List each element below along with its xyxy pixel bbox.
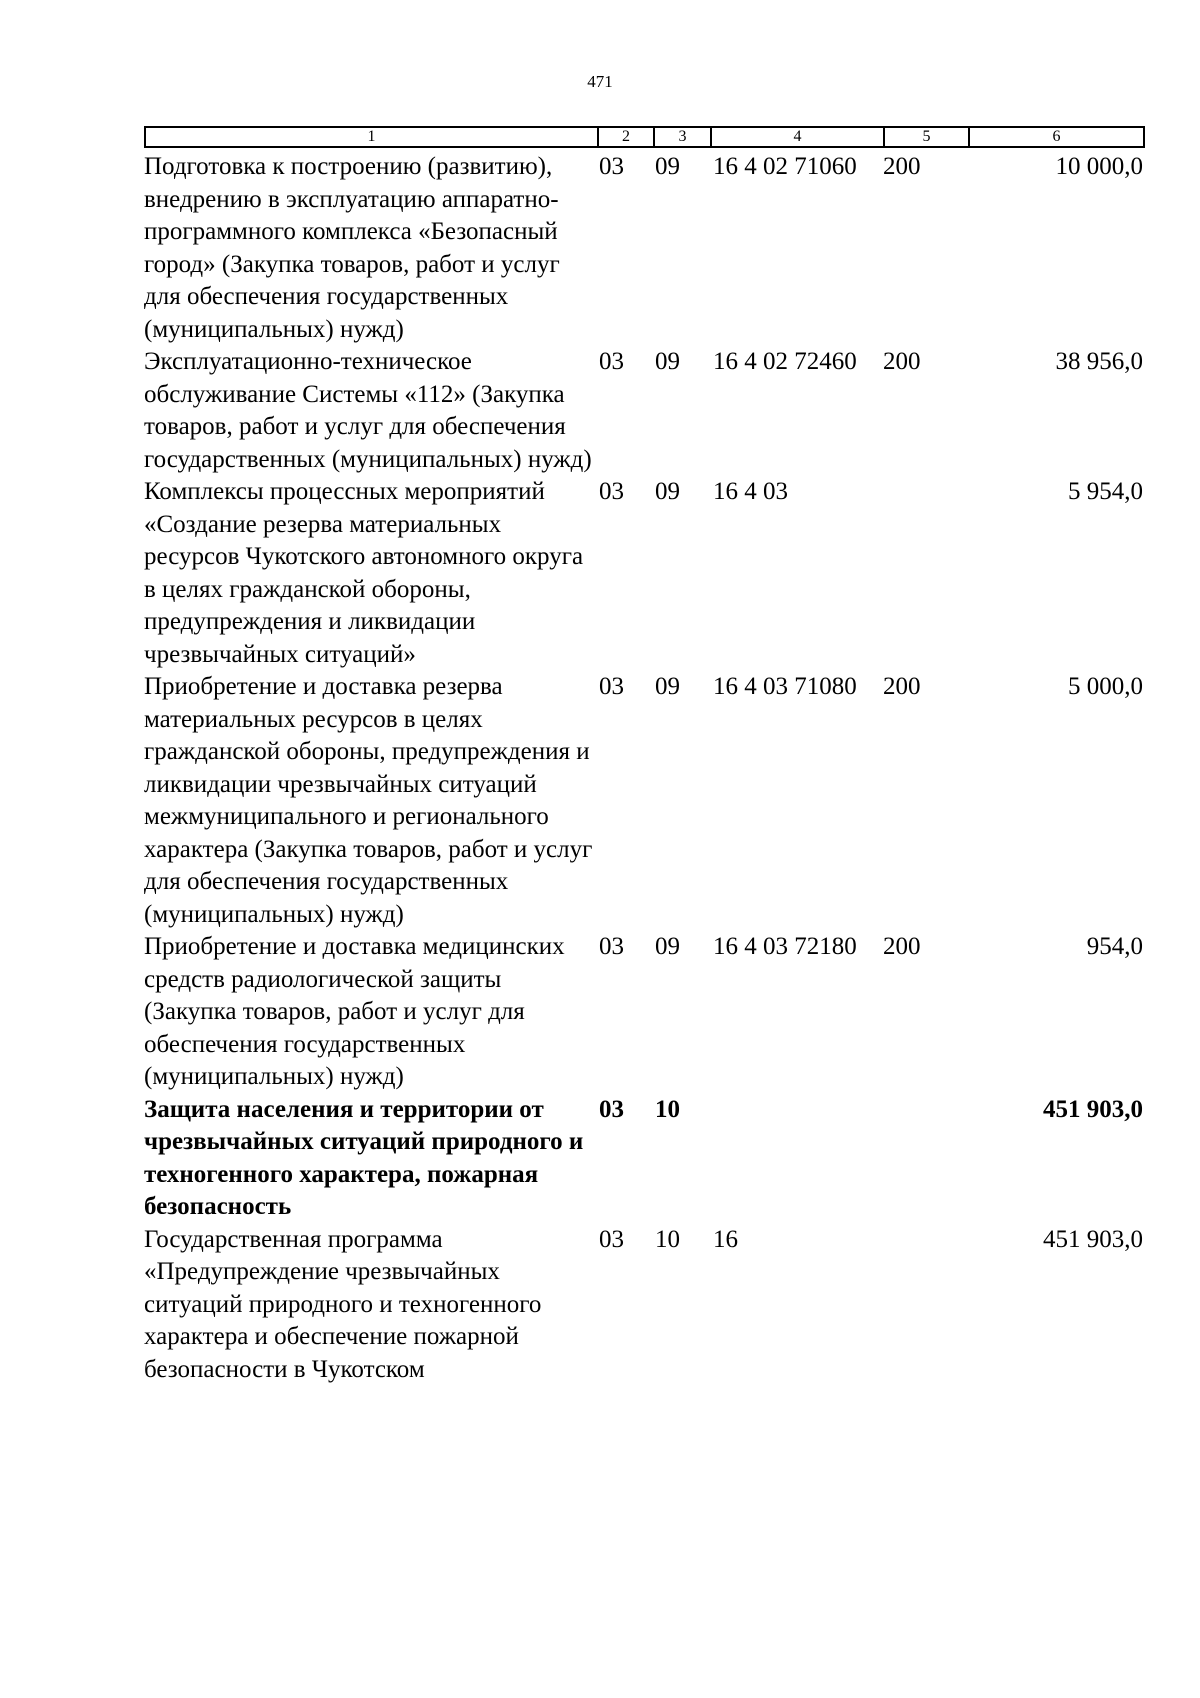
row-target-article xyxy=(710,1094,883,1224)
row-expense-type: 200 xyxy=(883,153,921,180)
table-row xyxy=(144,931,1143,1094)
row-amount: 451 903,0 xyxy=(1043,1225,1143,1253)
row-target-article: 16 xyxy=(713,1225,738,1253)
page-number: 471 xyxy=(587,72,613,91)
row-name: Эксплуатационно-техническое обслуживание Системы «112» (Закупка товаров, работ и услуг для обеспечения государственных (муниципальных) нужд) xyxy=(144,348,592,473)
row-subsection-code: 09 xyxy=(655,478,680,505)
row-section-code: 03 xyxy=(599,933,624,960)
row-name: Государственная программа «Предупреждение чрезвычайных ситуаций природного и техногенного характера и обеспечение пожарной безопасности в Чукотском xyxy=(144,1225,542,1383)
column-number-4: 4 xyxy=(711,127,884,147)
column-number-3: 3 xyxy=(654,127,711,147)
row-amount: 38 956,0 xyxy=(1055,348,1143,375)
row-section-code: 03 xyxy=(599,673,624,700)
column-number-6: 6 xyxy=(969,127,1144,147)
row-target-article: 16 4 02 72460 xyxy=(713,348,857,375)
row-expense-type xyxy=(883,476,968,671)
row-amount: 954,0 xyxy=(1086,933,1143,960)
column-number-1: 1 xyxy=(145,127,598,147)
row-target-article: 16 4 03 71080 xyxy=(713,673,857,700)
row-target-article: 16 4 03 72180 xyxy=(713,933,857,960)
row-section-code: 03 xyxy=(599,348,624,375)
row-name: Приобретение и доставка резерва материальных ресурсов в целях гражданской обороны, предупреждения и ликвидации чрезвычайных ситуаций межмуниципального и регионального характера (Закупка товаров, работ и услуг для обеспечения государственных (муниципальных) нужд) xyxy=(144,673,593,928)
table-row xyxy=(144,476,1143,671)
column-number-2: 2 xyxy=(598,127,654,147)
row-target-article: 16 4 02 71060 xyxy=(713,153,857,180)
row-name: Приобретение и доставка медицинских средств радиологической защиты (Закупка товаров, работ и услуг для обеспечения государственных (муниципальных) нужд) xyxy=(144,933,565,1090)
table-row xyxy=(144,671,1143,931)
row-name: Защита населения и территории от чрезвычайных ситуаций природного и техногенного характера, пожарная безопасность xyxy=(144,1095,584,1220)
table-row xyxy=(144,151,1143,346)
row-subsection-code: 10 xyxy=(655,1225,680,1253)
row-subsection-code: 09 xyxy=(655,933,680,960)
row-name: Подготовка к построению (развитию), внедрению в эксплуатацию аппаратно-программного комплекса «Безопасный город» (Закупка товаров, работ и услуг для обеспечения государственных (муниципальных) нужд) xyxy=(144,153,560,343)
budget-table-body xyxy=(144,151,1143,1386)
table-row-section-heading xyxy=(144,1094,1143,1224)
row-subsection-code: 09 xyxy=(655,153,680,180)
row-amount: 10 000,0 xyxy=(1055,153,1143,180)
row-expense-type: 200 xyxy=(883,673,921,700)
row-amount: 451 903,0 xyxy=(1043,1095,1143,1123)
table-row xyxy=(144,1224,1143,1387)
row-expense-type: 200 xyxy=(883,933,921,960)
row-amount: 5 000,0 xyxy=(1068,673,1143,700)
column-header-row xyxy=(144,126,1145,148)
row-subsection-code: 10 xyxy=(655,1095,680,1123)
budget-table xyxy=(144,151,1143,1386)
row-expense-type xyxy=(883,1224,968,1387)
row-section-code: 03 xyxy=(599,1225,624,1253)
row-section-code: 03 xyxy=(599,1095,624,1123)
table-row xyxy=(144,346,1143,476)
row-amount: 5 954,0 xyxy=(1068,478,1143,505)
row-subsection-code: 09 xyxy=(655,348,680,375)
row-subsection-code: 09 xyxy=(655,673,680,700)
row-name: Комплексы процессных мероприятий «Создание резерва материальных ресурсов Чукотского автономного округа в целях гражданской обороны, предупреждения и ликвидации чрезвычайных ситуаций» xyxy=(144,478,584,668)
column-number-5: 5 xyxy=(884,127,969,147)
row-section-code: 03 xyxy=(599,153,624,180)
row-expense-type xyxy=(883,1094,968,1224)
row-target-article: 16 4 03 xyxy=(713,478,788,505)
row-expense-type: 200 xyxy=(883,348,921,375)
row-section-code: 03 xyxy=(599,478,624,505)
